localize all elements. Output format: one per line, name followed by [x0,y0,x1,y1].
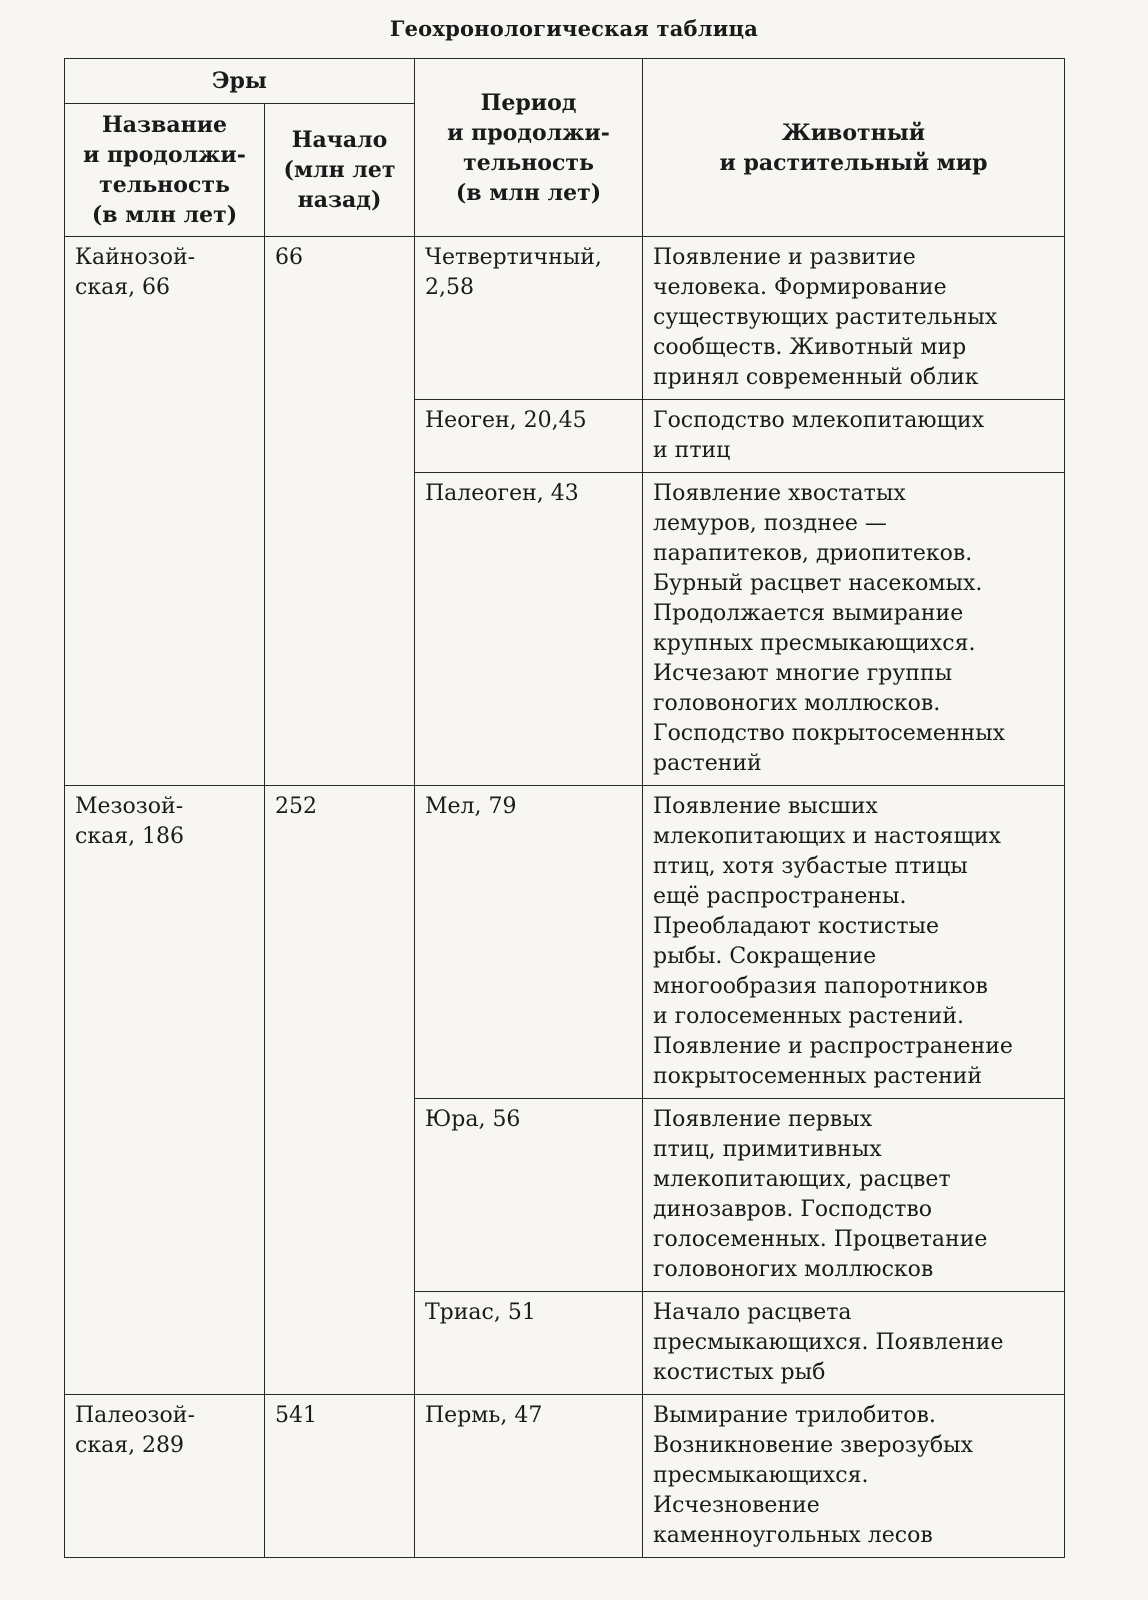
era-start: 66 [265,237,415,786]
table-row [65,237,1065,400]
life-cell: Появление и развитие человека. Формирование существующих растительных сообществ. Животный мир принял современный облик [643,237,1065,400]
header-era-name: Название и продолжи- тельность (в млн лет) [65,104,265,237]
period-cell: Триас, 51 [415,1292,643,1395]
header-life: Животный и растительный мир [643,59,1065,237]
header-period: Период и продолжи- тельность (в млн лет) [415,59,643,237]
life-cell: Вымирание трилобитов. Возникновение зверозубых пресмыкающихся. Исчезновение каменноугольных лесов [643,1395,1065,1558]
period-cell: Мел, 79 [415,786,643,1099]
header-era-start: Начало (млн лет назад) [265,104,415,237]
geochronology-table [64,58,1065,1558]
header-eras: Эры [65,59,415,104]
era-start: 541 [265,1395,415,1558]
era-name: Мезозой- ская, 186 [65,786,265,1395]
era-name: Кайнозой- ская, 66 [65,237,265,786]
era-name: Палеозой- ская, 289 [65,1395,265,1558]
period-cell: Юра, 56 [415,1099,643,1292]
life-cell: Появление хвостатых лемуров, позднее — парапитеков, дриопитеков. Бурный расцвет насекомых. Продолжается вымирание крупных пресмыкающихся. Исчезают многие группы головоногих моллюсков. Господство покрытосеменных растений [643,473,1065,786]
period-cell: Палеоген, 43 [415,473,643,786]
table-row [65,786,1065,1099]
life-cell: Начало расцвета пресмыкающихся. Появление костистых рыб [643,1292,1065,1395]
table-row [65,1395,1065,1558]
era-start: 252 [265,786,415,1395]
life-cell: Появление высших млекопитающих и настоящих птиц, хотя зубастые птицы ещё распространены. Преобладают костистые рыбы. Сокращение многообразия папоротников и голосеменных растений. Появление и распространение покрытосеменных растений [643,786,1065,1099]
life-cell: Господство млекопитающих и птиц [643,400,1065,473]
page-title: Геохронологическая таблица [389,16,759,41]
period-cell: Пермь, 47 [415,1395,643,1558]
life-cell: Появление первых птиц, примитивных млекопитающих, расцвет динозавров. Господство голосеменных. Процветание головоногих моллюсков [643,1099,1065,1292]
period-cell: Неоген, 20,45 [415,400,643,473]
period-cell: Четвертичный, 2,58 [415,237,643,400]
